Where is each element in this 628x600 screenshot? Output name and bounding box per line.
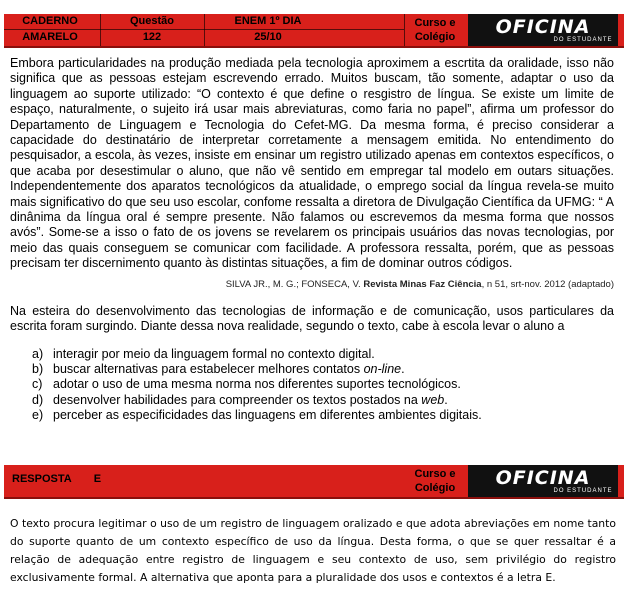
option-text: perceber as especificidades das linguagens em diferentes ambientes digitais. xyxy=(53,407,482,422)
curso-colegio-label xyxy=(409,16,461,44)
oficina-logo xyxy=(468,14,618,46)
option-letter: c) xyxy=(32,377,43,392)
logo-text: OFICINA xyxy=(495,15,591,38)
option-tail: . xyxy=(444,392,448,407)
option-letter: d) xyxy=(32,392,44,407)
option-text: interagir por meio da linguagem formal no contexto digital. xyxy=(53,347,375,361)
header-divider xyxy=(100,14,101,46)
option-c[interactable] xyxy=(32,377,482,392)
option-emphasis: web xyxy=(421,392,445,407)
question-stem: Na esteira do desenvolvimento das tecnologias de informação e de comunicação, usos particulares da escrita foram surgindo. Diante dessa nova realidade, segundo o texto, cabe à escola levar o aluno a xyxy=(10,304,614,334)
logo-subtext: DO ESTUDANTE xyxy=(553,36,613,43)
reading-passage: Embora particularidades na produção mediada pela tecnologia aproximem a escrtita da oralidade, isso não significa que as pessoas estejam escrevendo errado. Muitos buscam, tão somente, adaptar o uso da linguagem ao suporte utilizado: “O contexto é que define o resgistro de língua. Se existe um limite de espaço, naturalmente, o sujeito irá usar mais abreviaturas, como faria no papel”, afirma um professor do Departamento de Linguagem e Tecnologia do Cefet-MG. Da mesma forma, é preciso considerar a capacidade do destinatário de interpretar corretamente a mensagem emitida. No entendimento do pesquisador, a escola, às vezes, insiste em ensinar um registro utilizado apenas em contextos específicos, o que acaba por desestimular o aluno, que não vê sentido em empregar tal modelo em outars situações. Independentemente dos aparatos tecnológicos da atualidade, o emprego social da língua revela-se muito mais significativo do que seu uso escolar, confome ressalta a diretora de Divulgação Científica da UFMG: “ A dinânima da língua oral é sempre presente. Não falamos ou escrevemos da mesma forma que nossos avós”. Some-se a isso o fato de os jovens se revelarem os principais usuários das novas tecnologias, por meio das quais conseguem se comunicar com facilidade. A professora ressalta, porém, que as pessoas precisam ter discernimento quanto às distintas situações, a fim de dominar outros códigos. xyxy=(10,56,614,271)
citation-authors: SILVA JR., M. G.; FONSECA, V. xyxy=(225,279,364,290)
passage-citation xyxy=(226,279,614,290)
exam-header xyxy=(4,14,624,48)
header-divider xyxy=(404,14,405,46)
option-text: buscar alternativas para estabelecer melhores contatos xyxy=(53,362,364,377)
questao-value: 122 xyxy=(142,31,162,43)
citation-source: Revista Minas Faz Ciência xyxy=(363,279,482,290)
questao-label: Questão xyxy=(129,15,174,27)
curso-line2: Colégio xyxy=(414,31,456,43)
curso-line1: Curso e xyxy=(414,17,456,29)
answer-letter: E xyxy=(93,473,102,485)
option-tail: . xyxy=(401,362,405,377)
caderno-value: AMARELO xyxy=(22,31,78,43)
answer-label xyxy=(12,473,101,485)
oficina-logo xyxy=(468,465,618,497)
answer-explanation: O texto procura legitimar o uso de um registro de linguagem oralizado e que adota abreviações em nome tanto do suporte quanto de um contexto específico de uso da língua. Desta forma, o que se quer ressaltar é a relação de adequação entre registro de linguagem e seu contexto de uso, sem privilégio do registro exclusivamente formal. A alternativa que aponta para a pluralidade dos usos e contextos é a letra E. xyxy=(10,517,616,584)
option-d[interactable] xyxy=(32,393,482,408)
citation-details: , n 51, srt-nov. 2012 (adaptado) xyxy=(481,279,614,290)
option-letter: b) xyxy=(32,362,44,377)
logo-text: OFICINA xyxy=(495,466,591,489)
answer-options xyxy=(32,347,482,423)
option-text: adotar o uso de uma mesma norma nos diferentes suportes tecnológicos. xyxy=(53,377,461,392)
header-info-grid xyxy=(4,14,472,46)
caderno-label: CADERNO xyxy=(22,15,78,27)
option-e[interactable] xyxy=(32,408,482,423)
header-row-divider xyxy=(4,29,404,30)
curso-line2: Colégio xyxy=(414,482,456,494)
curso-colegio-label xyxy=(409,467,461,495)
curso-line1: Curso e xyxy=(414,468,456,480)
logo-subtext: DO ESTUDANTE xyxy=(553,487,613,494)
exam-label: ENEM 1º DIA xyxy=(234,15,302,27)
option-b[interactable] xyxy=(32,362,482,377)
resposta-text: RESPOSTA xyxy=(12,473,72,485)
option-a[interactable] xyxy=(32,347,482,362)
header-divider xyxy=(204,14,205,46)
option-emphasis: on-line xyxy=(363,362,402,377)
option-text: desenvolver habilidades para compreender os textos postados na xyxy=(53,392,422,407)
answer-header xyxy=(4,465,624,499)
option-letter: e) xyxy=(32,407,44,422)
option-letter: a) xyxy=(32,347,44,361)
exam-date: 25/10 xyxy=(254,31,282,43)
